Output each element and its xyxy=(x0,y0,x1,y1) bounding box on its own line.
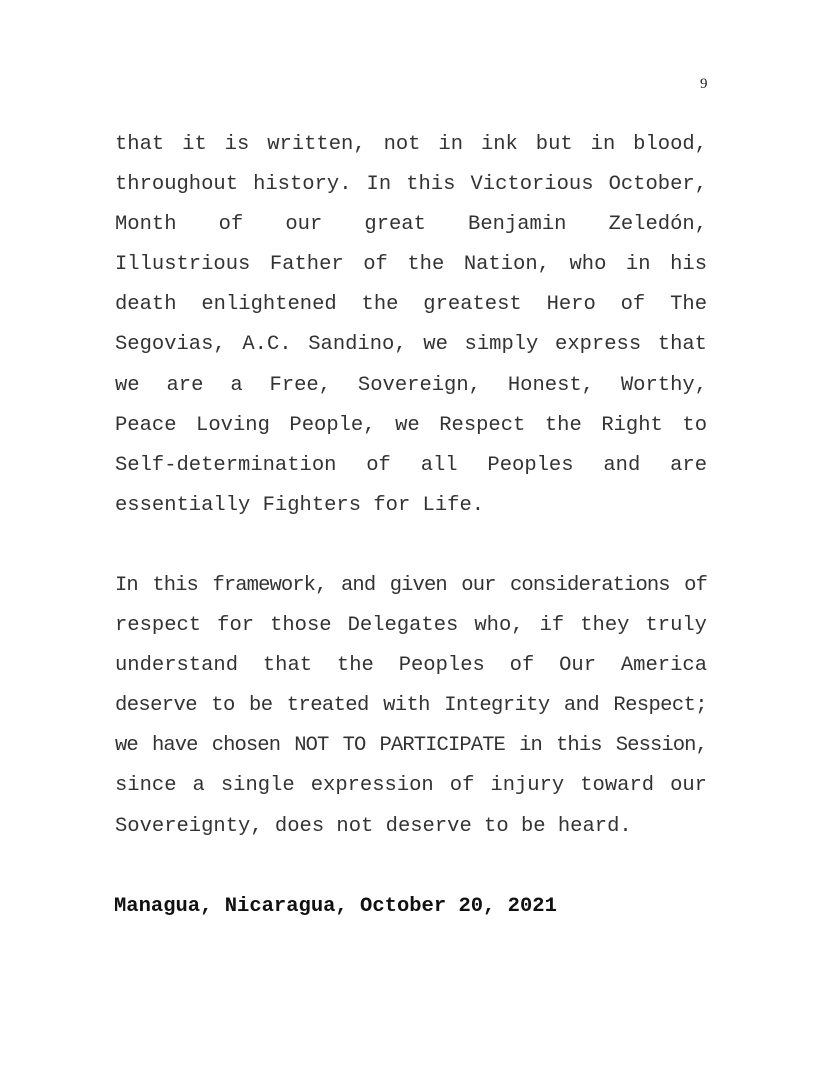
paragraph-1 xyxy=(115,125,707,526)
paragraph-line: Month of our great Benjamin Zeledón, xyxy=(115,213,707,237)
paragraph-line: In this framework, and given our considerations of xyxy=(115,574,707,597)
paragraph-line: understand that the Peoples of Our America xyxy=(115,654,707,678)
paragraph-line: Self-determination of all Peoples and are xyxy=(115,453,707,477)
paragraph-line: essentially Fighters for Life. xyxy=(115,493,485,517)
paragraph-line: Illustrious Father of the Nation, who in his xyxy=(115,253,707,277)
paragraph-line: deserve to be treated with Integrity and Respect; xyxy=(115,694,707,718)
paragraph-line: throughout history. In this Victorious October, xyxy=(115,173,707,197)
signature-place-date: Managua, Nicaragua, October 20, 2021 xyxy=(114,895,557,918)
paragraph-line: Sovereignty, does not deserve to be heard. xyxy=(115,814,632,838)
paragraph-line: Peace Loving People, we Respect the Right to xyxy=(115,413,707,437)
paragraph-line: death enlightened the greatest Hero of The xyxy=(115,293,707,317)
paragraph-line: we have chosen NOT TO PARTICIPATE in this Session, xyxy=(115,734,707,758)
paragraph-line: since a single expression of injury toward our xyxy=(115,774,707,798)
paragraph-line: we are a Free, Sovereign, Honest, Worthy, xyxy=(115,373,707,397)
paragraph-2 xyxy=(115,566,707,847)
page-number: 9 xyxy=(700,76,708,92)
paragraph-line: that it is written, not in ink but in blood, xyxy=(115,133,707,156)
paragraph-line: respect for those Delegates who, if they truly xyxy=(115,614,707,638)
paragraph-line: Segovias, A.C. Sandino, we simply express that xyxy=(115,333,707,357)
